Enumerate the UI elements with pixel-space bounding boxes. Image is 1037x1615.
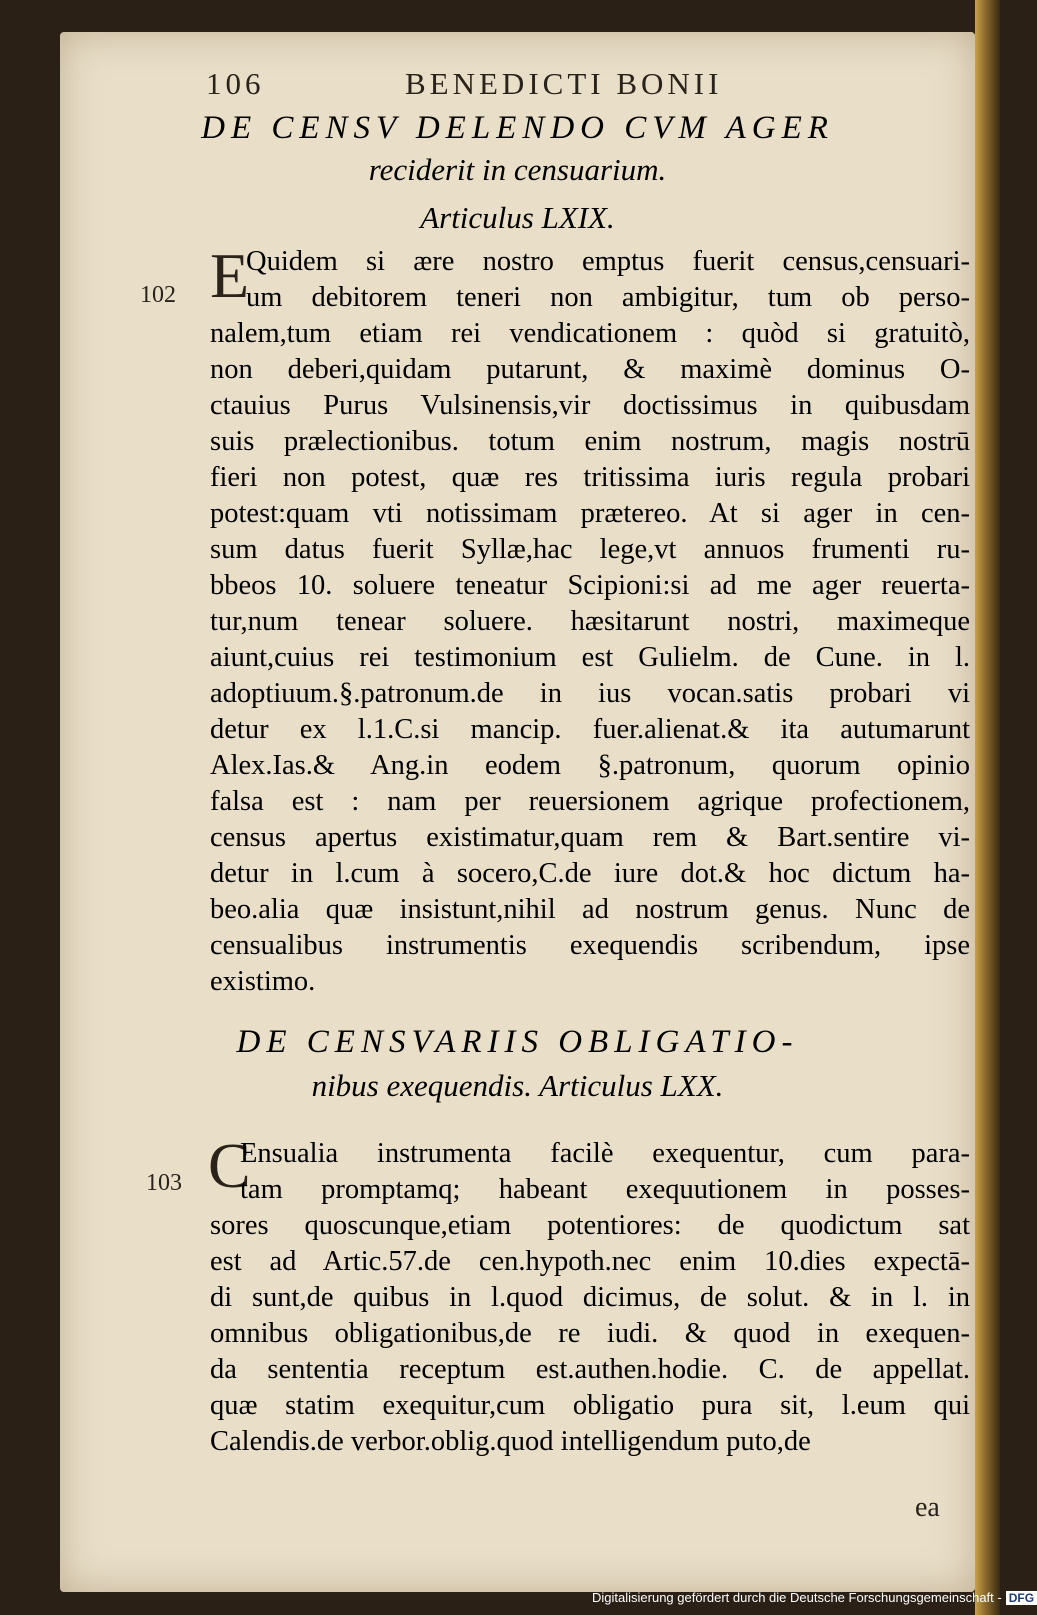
text-line: detur ex l.1.C.si mancip. fuer.alienat.& ita autumarunt (210, 714, 970, 745)
text-line: non deberi,quidam putarunt, & maximè dominus O- (210, 354, 970, 385)
page-number: 106 (206, 66, 265, 101)
text-line: falsa est : nam per reuersionem agrique profectionem, (210, 786, 970, 817)
running-title: BENEDICTI BONII (405, 66, 723, 101)
text-line: quæ statim exequitur,cum obligatio pura sit, l.eum qui (210, 1390, 970, 1421)
text-line: census apertus existimatur,quam rem & Bart.sentire vi- (210, 822, 970, 853)
margin-number-2: 103 (146, 1170, 182, 1196)
text-line: existimo. (210, 966, 316, 997)
text-line: fieri non potest, quæ res tritissima iuris regula probari (210, 462, 970, 493)
dropcap-1: E (210, 240, 250, 311)
text-line: Quidem si ære nostro emptus fuerit census,censuari- (246, 246, 970, 277)
section2-title2: nibus exequendis. Articulus LXX. (311, 1068, 724, 1103)
text-line: Ensualia instrumenta facilè exequentur, cum para- (240, 1138, 970, 1169)
margin-number-1: 102 (140, 282, 176, 308)
text-line: aiunt,cuius rei testimonium est Gulielm. de Cune. in l. (210, 642, 970, 673)
text-line: omnibus obligationibus,de re iudi. & quod in exequen- (210, 1318, 970, 1349)
text-line: tam promptamq; habeant exequutionem in posses- (240, 1174, 970, 1205)
section1-title2: reciderit in censuarium. (368, 152, 667, 187)
catchword: ea (915, 1492, 940, 1523)
text-line: nalem,tum etiam rei vendicationem : quòd si gratuitò, (210, 318, 970, 349)
text-line: um debitorem teneri non ambigitur, tum ob perso- (246, 282, 970, 313)
text-line: beo.alia quæ insistunt,nihil ad nostrum genus. Nunc de (210, 894, 970, 925)
dfg-logo: DFG (1006, 1591, 1037, 1605)
text-line: adoptiuum.§.patronum.de in ius vocan.satis probari vi (210, 678, 970, 709)
page-header (60, 66, 975, 106)
text-line: sum datus fuerit Syllæ,hac lege,vt annuos frumenti ru- (210, 534, 970, 565)
book-page (60, 32, 975, 1592)
text-line: suis prælectionibus. totum enim nostrum, magis nostrū (210, 426, 970, 457)
text-line: da sententia receptum est.authen.hodie. C. de appellat. (210, 1354, 970, 1385)
text-line: tur,num tenear soluere. hæsitarunt nostri, maximeque (210, 606, 970, 637)
section1-title: DE CENSV DELENDO CVM AGER (201, 110, 834, 146)
section2-title: DE CENSVARIIS OBLIGATIO- (236, 1024, 799, 1060)
text-line: sores quoscunque,etiam potentiores: de quodictum sat (210, 1210, 970, 1241)
footer-text: Digitalisierung gefördert durch die Deutsche Forschungsgemeinschaft - (592, 1590, 1002, 1605)
text-line: di sunt,de quibus in l.quod dicimus, de solut. & in l. in (210, 1282, 970, 1313)
text-line: detur in l.cum à socero,C.de iure dot.& hoc dictum ha- (210, 858, 970, 889)
text-line: Calendis.de verbor.oblig.quod intelligendum puto,de (210, 1426, 811, 1457)
dropcap-2: C (208, 1130, 251, 1201)
section1-article: Articulus LXIX. (420, 200, 615, 235)
text-line: bbeos 10. soluere teneatur Scipioni:si ad me ager reuerta- (210, 570, 970, 601)
book-spine (975, 0, 1000, 1615)
text-line: censualibus instrumentis exequendis scribendum, ipse (210, 930, 970, 961)
digitization-footer (592, 1590, 1035, 1612)
text-line: potest:quam vti notissimam prætereo. At si ager in cen- (210, 498, 970, 529)
text-line: ctauius Purus Vulsinensis,vir doctissimus in quibusdam (210, 390, 970, 421)
text-line: Alex.Ias.& Ang.in eodem §.patronum, quorum opinio (210, 750, 970, 781)
text-line: est ad Artic.57.de cen.hypoth.nec enim 10.dies expectā- (210, 1246, 970, 1277)
